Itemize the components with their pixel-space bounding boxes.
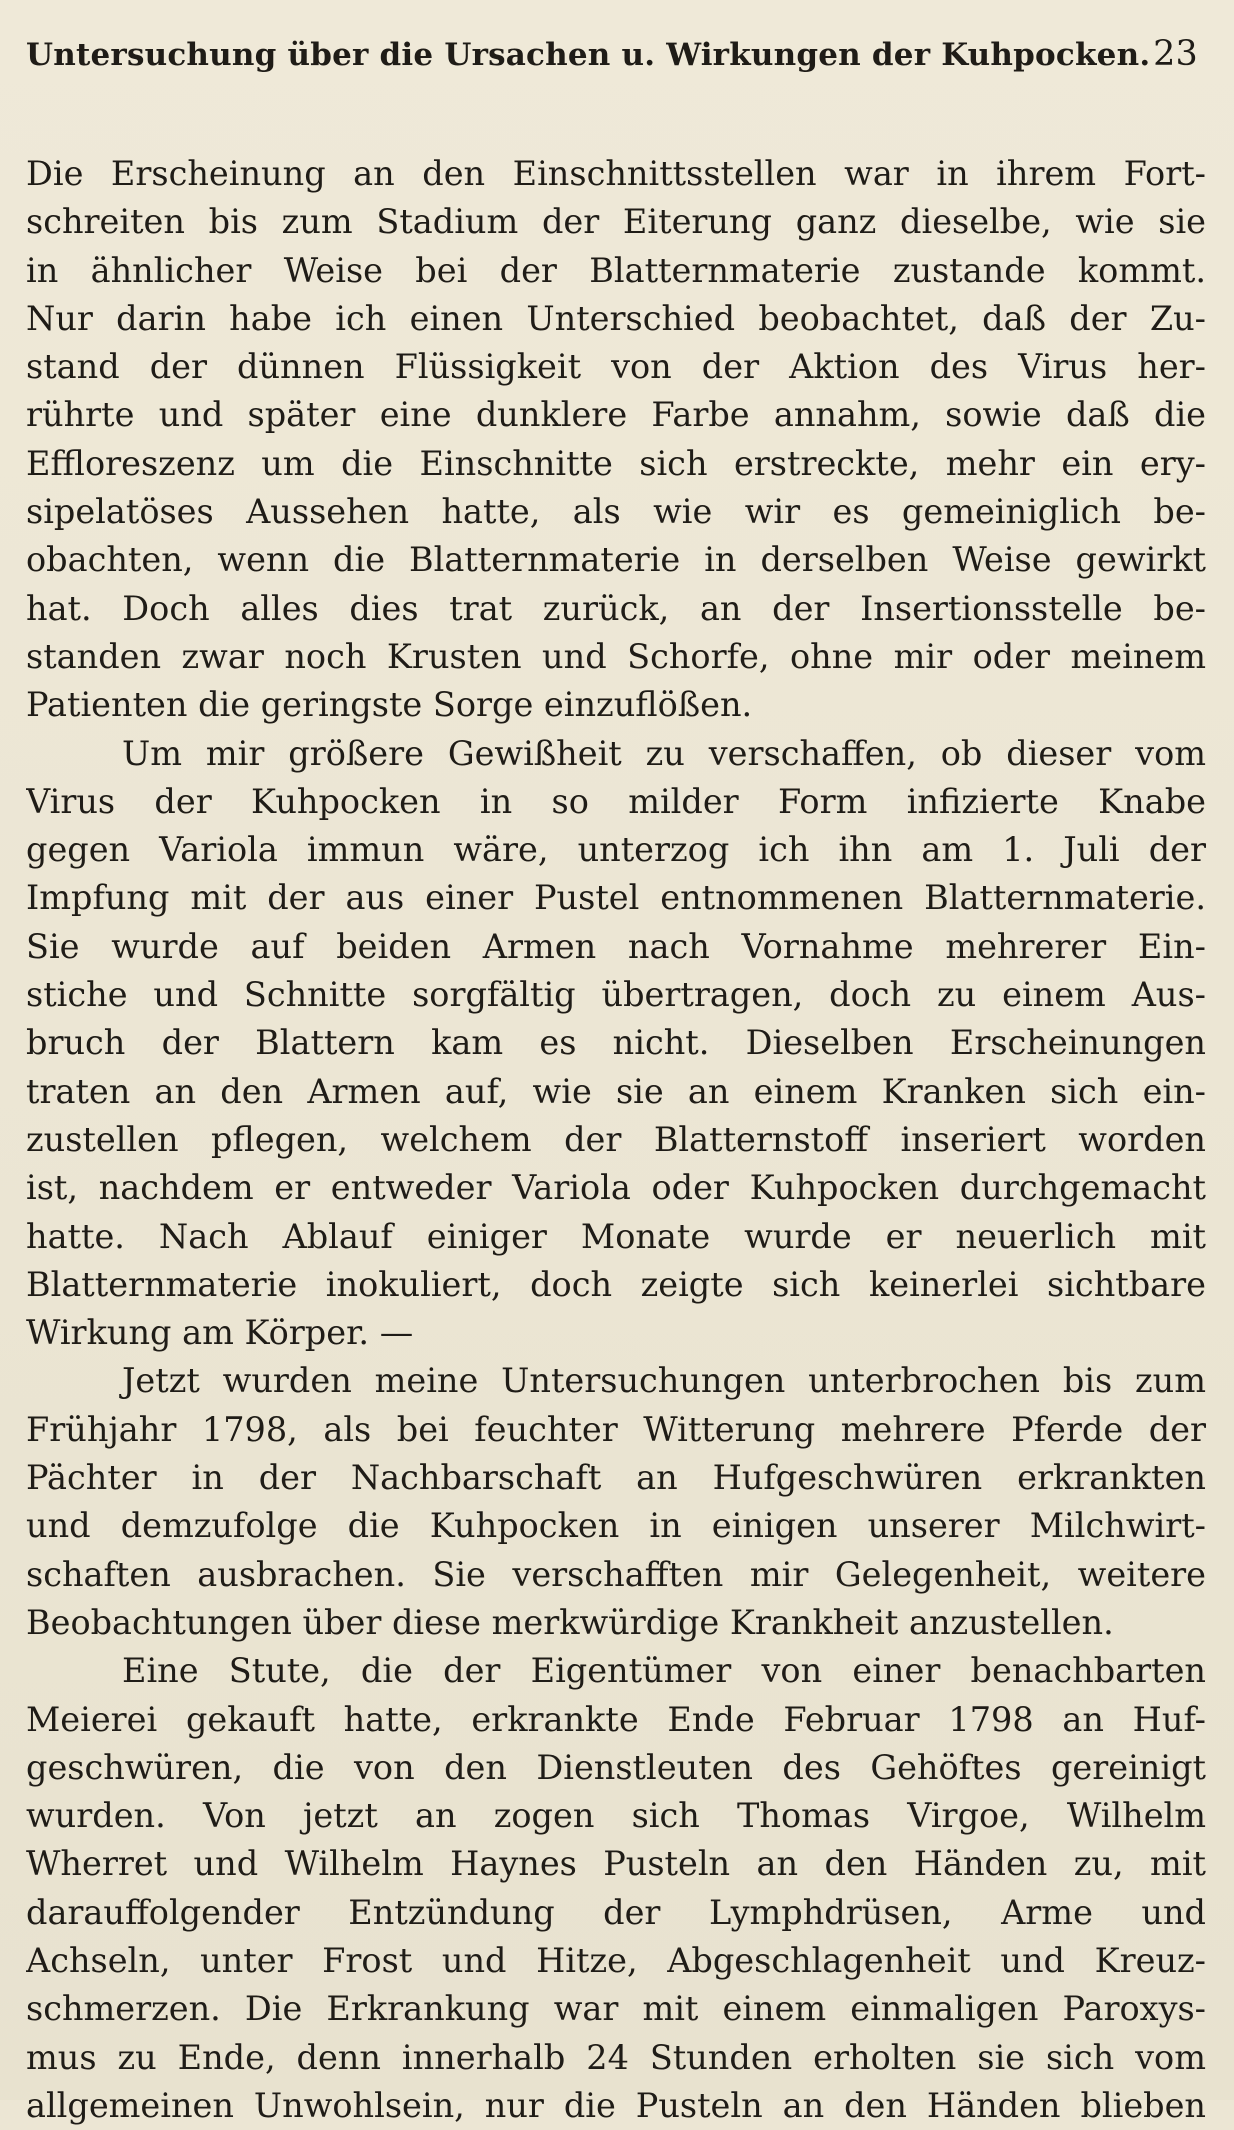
paragraph — [26, 730, 1206, 1358]
text-line: Meierei gekauft hatte, erkrankte Ende Februar 1798 an Huf- — [26, 1699, 1206, 1739]
text-line: Blatternmaterie inokuliert, doch zeigte sich keinerlei sichtbare — [26, 1264, 1206, 1304]
text-line: zustellen pflegen, welchem der Blatternstoff inseriert worden — [26, 1119, 1206, 1159]
text-line: und demzufolge die Kuhpocken in einigen unserer Milchwirt- — [26, 1506, 1206, 1546]
text-line: in ähnlicher Weise bei der Blatternmaterie zustande kommt. — [26, 250, 1206, 290]
text-line: standen zwar noch Krusten und Schorfe, ohne mir oder meinem — [26, 636, 1206, 676]
text-line: Impfung mit der aus einer Pustel entnommenen Blatternmaterie. — [26, 878, 1206, 918]
text-line: rührte und später eine dunklere Farbe annahm, sowie daß die — [26, 395, 1206, 435]
text-line: Wirkung am Körper. — — [26, 1313, 414, 1353]
running-header — [26, 34, 1206, 90]
text-line: traten an den Armen auf, wie sie an einem Kranken sich ein- — [26, 1071, 1206, 1111]
text-line: gegen Variola immun wäre, unterzog ich ihn am 1. Juli der — [26, 830, 1206, 870]
text-line: geschwüren, die von den Dienstleuten des Gehöftes gereinigt — [26, 1747, 1206, 1787]
text-line: allgemeinen Unwohlsein, nur die Pusteln an den Händen blieben — [26, 2085, 1206, 2125]
paragraph — [26, 1647, 1206, 2130]
paragraph — [26, 1357, 1206, 1647]
text-line: mus zu Ende, denn innerhalb 24 Stunden erholten sie sich vom — [26, 2037, 1206, 2077]
text-line: Eine Stute, die der Eigentümer von einer benachbarten — [122, 1651, 1206, 1691]
text-line: Beobachtungen über diese merkwürdige Krankheit anzustellen. — [26, 1602, 1114, 1642]
text-line: Um mir größere Gewißheit zu verschaffen, ob dieser vom — [122, 733, 1206, 773]
text-line: Nur darin habe ich einen Unterschied beobachtet, daß der Zu- — [26, 298, 1206, 338]
running-title: Untersuchung über die Ursachen u. Wirkungen der Kuhpocken. — [26, 37, 1151, 73]
text-line: hat. Doch alles dies trat zurück, an der Insertionsstelle be- — [26, 588, 1206, 628]
text-line: wurden. Von jetzt an zogen sich Thomas Virgoe, Wilhelm — [26, 1796, 1206, 1836]
text-line: Pächter in der Nachbarschaft an Hufgeschwüren erkrankten — [26, 1458, 1206, 1498]
text-line: stand der dünnen Flüssigkeit von der Aktion des Virus her- — [26, 347, 1206, 387]
paragraph — [26, 150, 1206, 730]
text-line: schaften ausbrachen. Sie verschafften mir Gelegenheit, weitere — [26, 1554, 1206, 1594]
text-line: Virus der Kuhpocken in so milder Form infizierte Knabe — [26, 781, 1206, 821]
text-line: Achseln, unter Frost und Hitze, Abgeschlagenheit und Kreuz- — [26, 1940, 1206, 1980]
text-line: bruch der Blattern kam es nicht. Dieselben Erscheinungen — [26, 1023, 1206, 1063]
text-line: stiche und Schnitte sorgfältig übertragen, doch zu einem Aus- — [26, 975, 1206, 1015]
text-line: Die Erscheinung an den Einschnittsstellen war in ihrem Fort- — [26, 154, 1206, 193]
text-line: Effloreszenz um die Einschnitte sich erstreckte, mehr ein ery- — [26, 443, 1206, 483]
text-line: schreiten bis zum Stadium der Eiterung ganz dieselbe, wie sie — [26, 202, 1206, 242]
text-line: Sie wurde auf beiden Armen nach Vornahme mehrerer Ein- — [26, 926, 1206, 966]
text-line: Wherret und Wilhelm Haynes Pusteln an den Händen zu, mit — [26, 1844, 1206, 1884]
text-line: Patienten die geringste Sorge einzuflößen. — [26, 685, 753, 725]
text-line: ist, nachdem er entweder Variola oder Kuhpocken durchgemacht — [26, 1168, 1206, 1208]
text-line: Jetzt wurden meine Untersuchungen unterbrochen bis zum — [122, 1361, 1206, 1401]
page-number: 23 — [1153, 34, 1198, 74]
text-line: Frühjahr 1798, als bei feuchter Witterung mehrere Pferde der — [26, 1409, 1206, 1449]
body-text — [26, 150, 1206, 2130]
text-line: obachten, wenn die Blatternmaterie in derselben Weise gewirkt — [26, 540, 1206, 580]
text-line: sipelatöses Aussehen hatte, als wie wir es gemeiniglich be- — [26, 492, 1206, 532]
text-line: schmerzen. Die Erkrankung war mit einem einmaligen Paroxys- — [26, 1989, 1206, 2029]
text-line: darauffolgender Entzündung der Lymphdrüsen, Arme und — [26, 1892, 1206, 1932]
text-line: hatte. Nach Ablauf einiger Monate wurde er neuerlich mit — [26, 1216, 1206, 1256]
